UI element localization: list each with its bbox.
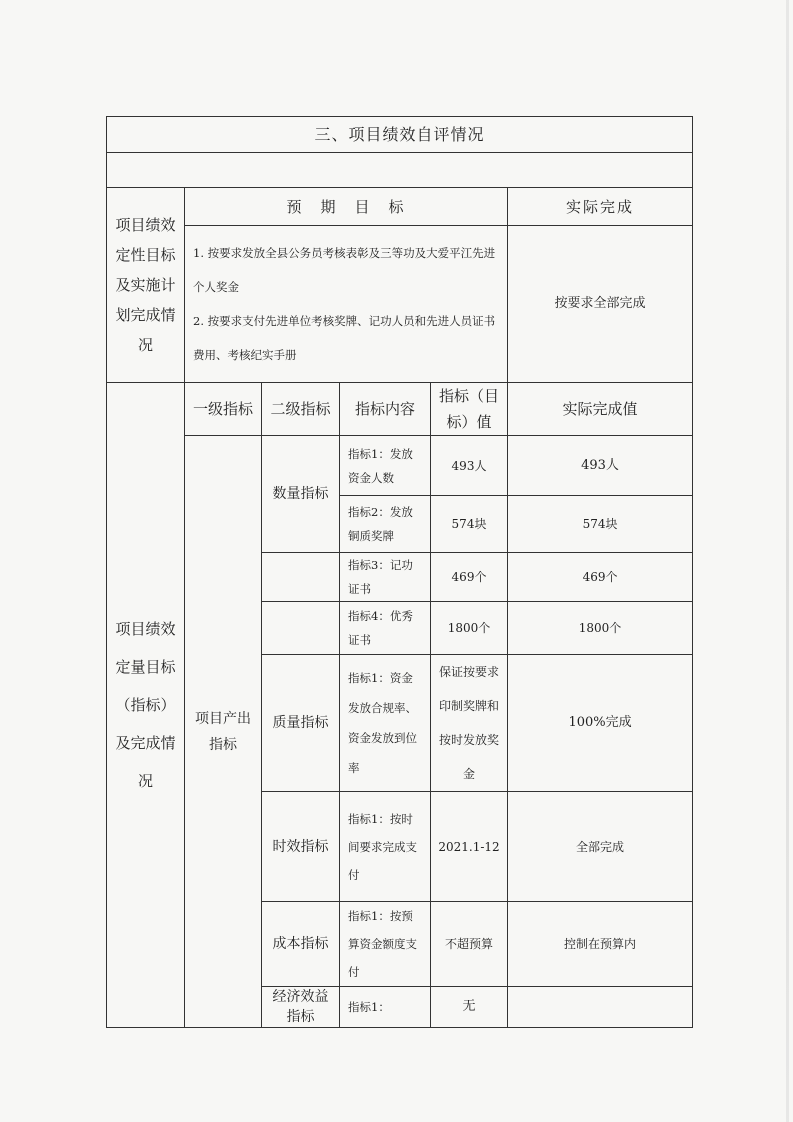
quantitative-label-line: 项目绩效 bbox=[115, 620, 176, 638]
indicator-content: 指标1：按时间要求完成支付 bbox=[340, 792, 431, 902]
indicator-target: 不超预算 bbox=[431, 902, 508, 987]
indicator-actual: 全部完成 bbox=[508, 792, 693, 902]
indicator-content: 指标1： bbox=[340, 987, 431, 1028]
qualitative-label-line: 况 bbox=[137, 336, 153, 354]
level2-label: 时效指标 bbox=[262, 792, 340, 902]
indicator-target: 2021.1-12 bbox=[431, 792, 508, 902]
indicator-actual: 469个 bbox=[508, 553, 693, 602]
header-level1: 一级指标 bbox=[185, 383, 262, 436]
actual-completion-header: 实际完成 bbox=[508, 188, 693, 226]
level2-label: 质量指标 bbox=[262, 655, 340, 792]
indicator-content: 指标1：资金发放合规率、资金发放到位率 bbox=[340, 655, 431, 792]
expected-goals-header: 预 期 目 标 bbox=[185, 188, 508, 226]
qualitative-label-line: 划完成情 bbox=[115, 306, 176, 324]
level2-label: 数量指标 bbox=[262, 436, 340, 553]
indicator-actual: 1800个 bbox=[508, 602, 693, 655]
level2-label bbox=[262, 602, 340, 655]
goal-item: 1. 按要求发放全县公务员考核表彰及三等功及大爱平江先进个人奖金 bbox=[193, 246, 496, 294]
level1-label: 项目产出指标 bbox=[185, 436, 262, 1028]
quantitative-label bbox=[107, 383, 185, 1028]
quantitative-label-line: 及完成情 bbox=[115, 734, 176, 752]
qualitative-label bbox=[107, 188, 185, 383]
indicator-actual bbox=[508, 987, 693, 1028]
header-content: 指标内容 bbox=[340, 383, 431, 436]
quantitative-label-line: 定量目标 bbox=[115, 658, 176, 676]
indicator-target: 469个 bbox=[431, 553, 508, 602]
indicator-actual: 574块 bbox=[508, 496, 693, 553]
scan-edge bbox=[786, 0, 789, 1122]
qualitative-actual: 按要求全部完成 bbox=[508, 226, 693, 383]
indicator-target: 保证按要求印制奖牌和按时发放奖金 bbox=[431, 655, 508, 792]
header-level2: 二级指标 bbox=[262, 383, 340, 436]
indicator-actual: 100%完成 bbox=[508, 655, 693, 792]
indicator-target: 493人 bbox=[431, 436, 508, 496]
qualitative-label-line: 及实施计 bbox=[115, 276, 176, 294]
indicator-content: 指标4：优秀证书 bbox=[340, 602, 431, 655]
level2-label bbox=[262, 553, 340, 602]
quantitative-label-line: （指标） bbox=[115, 696, 176, 714]
qualitative-label-line: 定性目标 bbox=[115, 246, 176, 264]
expected-goals-text bbox=[185, 226, 508, 383]
section-title: 三、项目绩效自评情况 bbox=[107, 117, 693, 153]
indicator-content: 指标2：发放铜质奖牌 bbox=[340, 496, 431, 553]
header-actual: 实际完成值 bbox=[508, 383, 693, 436]
performance-table bbox=[106, 116, 693, 1028]
goal-item: 2. 按要求支付先进单位考核奖牌、记功人员和先进人员证书费用、考核纪实手册 bbox=[193, 314, 496, 362]
indicator-target: 574块 bbox=[431, 496, 508, 553]
indicator-content: 指标1：按预算资金额度支付 bbox=[340, 902, 431, 987]
indicator-content: 指标1：发放资金人数 bbox=[340, 436, 431, 496]
indicator-target: 1800个 bbox=[431, 602, 508, 655]
indicator-content: 指标3：记功证书 bbox=[340, 553, 431, 602]
level2-label: 经济效益指标 bbox=[262, 987, 340, 1028]
indicator-actual: 493人 bbox=[508, 436, 693, 496]
header-target: 指标（目标）值 bbox=[431, 383, 508, 436]
qualitative-label-line: 项目绩效 bbox=[115, 216, 176, 234]
indicator-target: 无 bbox=[431, 987, 508, 1028]
level2-label: 成本指标 bbox=[262, 902, 340, 987]
blank-row bbox=[107, 153, 693, 188]
quantitative-label-line: 况 bbox=[137, 772, 153, 790]
indicator-actual: 控制在预算内 bbox=[508, 902, 693, 987]
